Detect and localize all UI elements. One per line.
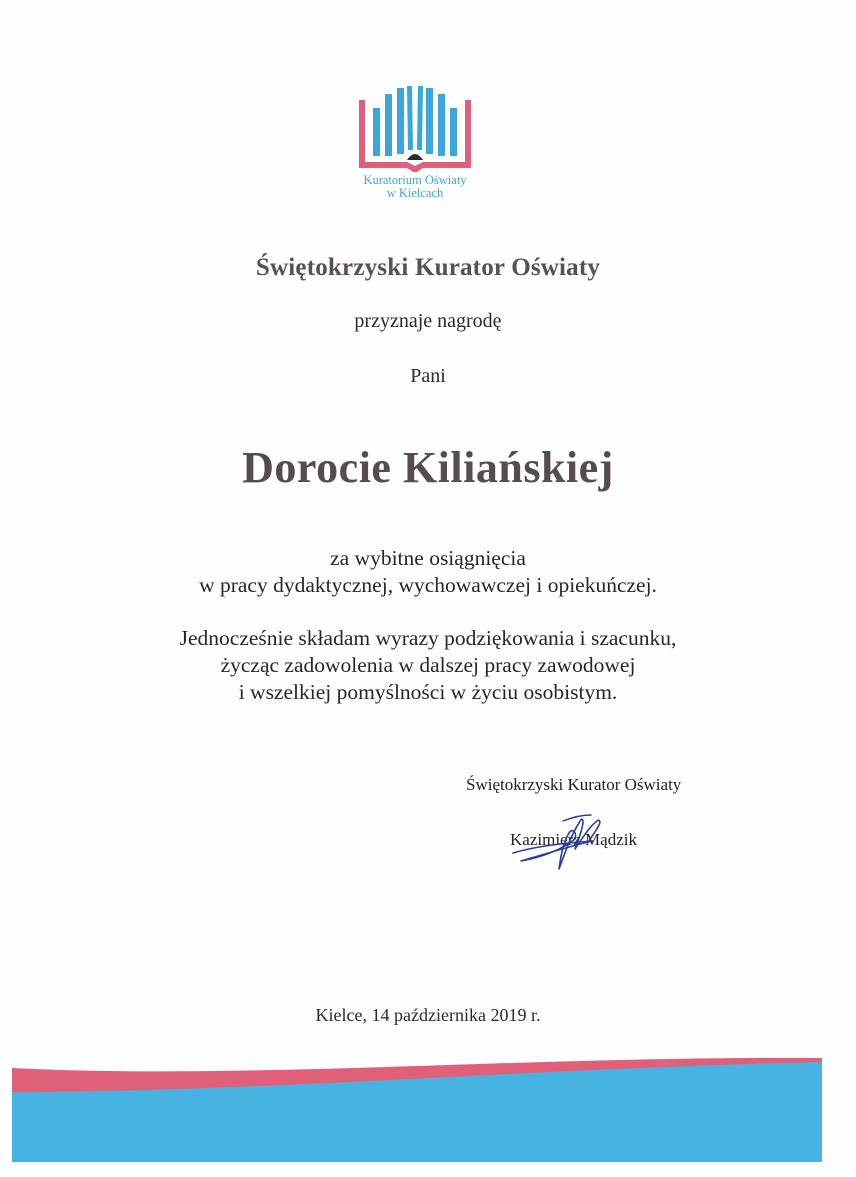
footer-wave-decoration [0,1050,856,1177]
place-date: Kielce, 14 października 2019 r. [315,1005,541,1025]
thanks-paragraph [0,625,856,706]
logo-name-line2: w Kielcach [386,186,444,200]
reason-paragraph [0,545,856,599]
thanks-line: i wszelkiej pomyślności w życiu osobistym. [238,680,618,704]
thanks-line: Jednocześnie składam wyrazy podziękowania i szacunku, [179,626,677,650]
recipient-name: Dorocie Kiliańskiej [242,443,614,492]
signatory-title: Świętokrzyski Kurator Oświaty [466,775,682,794]
thanks-line: życząc zadowolenia w dalszej pracy zawodowej [220,653,636,677]
reason-line: za wybitne osiągnięcia [330,546,526,570]
handwritten-signature-icon [503,803,633,873]
grants-text: przyznaje nagrodę [354,310,502,332]
open-book-icon [355,84,475,174]
signature-block [448,775,718,875]
issuer-title: Świętokrzyski Kurator Oświaty [255,254,601,281]
salutation: Pani [410,365,446,387]
reason-line: w pracy dydaktycznej, wychowawczej i opiekuńczej. [199,573,657,597]
logo-name-line1: Kuratorium Oświaty [363,173,467,187]
kuratorium-logo [340,78,490,208]
signatory-name: Kazimierz Mądzik [510,830,637,849]
